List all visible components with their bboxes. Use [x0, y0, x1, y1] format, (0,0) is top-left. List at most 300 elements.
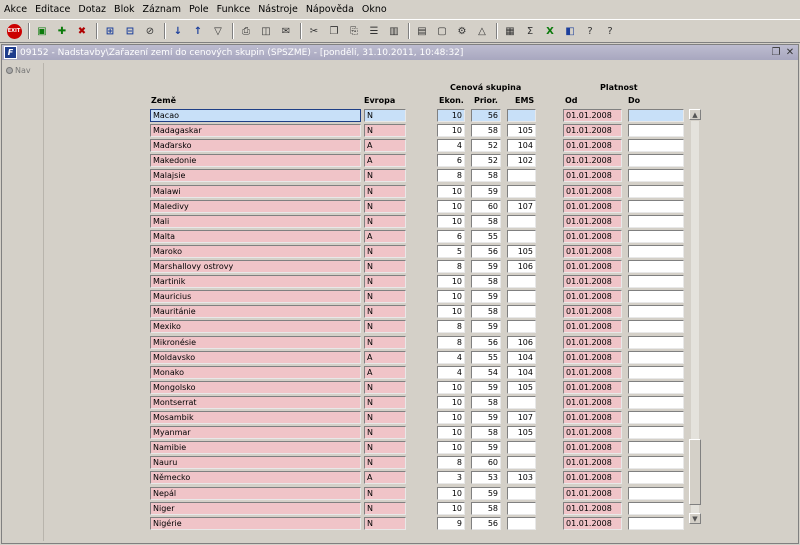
form-window [1, 44, 799, 544]
sort-asc-icon: ↓ [173, 25, 183, 37]
header-od: Od [565, 96, 578, 105]
field-prior[interactable]: 55 [471, 230, 501, 243]
field-do[interactable] [628, 517, 684, 530]
field-zeme[interactable]: Nauru [150, 456, 361, 469]
field-ems[interactable] [507, 456, 536, 469]
field-zeme[interactable]: Montserrat [150, 396, 361, 409]
field-zeme[interactable]: Malajsie [150, 169, 361, 182]
field-ekon[interactable]: 10 [437, 290, 465, 303]
menu-zaznam[interactable]: Záznam [142, 4, 181, 15]
field-od[interactable]: 01.01.2008 [563, 351, 622, 364]
delete-button[interactable] [74, 23, 90, 39]
header-cenova-skupina: Cenová skupina [450, 83, 522, 92]
field-ekon[interactable]: 8 [437, 169, 465, 182]
field-ems[interactable]: 104 [507, 366, 536, 379]
insert-record-icon: ✚ [57, 25, 67, 37]
cut-icon: ✂ [309, 25, 319, 37]
field-ekon[interactable]: 10 [437, 275, 465, 288]
menu-nastroje[interactable]: Nástroje [258, 4, 298, 15]
field-evropa[interactable]: N [364, 396, 406, 409]
field-od[interactable]: 01.01.2008 [563, 290, 622, 303]
field-zeme[interactable]: Nigérie [150, 517, 361, 530]
field-do[interactable] [628, 426, 684, 439]
field-ems[interactable] [507, 517, 536, 530]
field-do[interactable] [628, 245, 684, 258]
field-ems[interactable] [507, 290, 536, 303]
mail-button[interactable] [278, 23, 294, 39]
paste-icon: ⎘ [350, 25, 358, 37]
excel-button[interactable] [542, 23, 558, 39]
field-prior[interactable]: 52 [471, 154, 501, 167]
field-zeme[interactable]: Mexiko [150, 320, 361, 333]
restore-button[interactable] [770, 47, 782, 59]
field-od[interactable]: 01.01.2008 [563, 411, 622, 424]
document-button[interactable] [434, 23, 450, 39]
field-ekon[interactable]: 10 [437, 185, 465, 198]
save-button[interactable] [34, 23, 50, 39]
field-prior[interactable]: 53 [471, 471, 501, 484]
menu-dotaz[interactable]: Dotaz [78, 4, 107, 15]
field-od[interactable]: 01.01.2008 [563, 230, 622, 243]
field-zeme[interactable]: Německo [150, 471, 361, 484]
field-evropa[interactable]: N [364, 336, 406, 349]
field-prior[interactable]: 58 [471, 426, 501, 439]
field-evropa[interactable]: N [364, 260, 406, 273]
copy-icon: ❐ [329, 25, 339, 37]
field-ems[interactable]: 107 [507, 200, 536, 213]
table-row [2, 366, 798, 379]
menu-editace[interactable]: Editace [35, 4, 71, 15]
toolbar-separator [300, 23, 302, 39]
field-prior[interactable]: 58 [471, 396, 501, 409]
execute-query-button[interactable] [122, 23, 138, 39]
field-evropa[interactable]: N [364, 517, 406, 530]
header-ems: EMS [515, 96, 535, 105]
table-row [2, 502, 798, 515]
field-do[interactable] [628, 441, 684, 454]
field-zeme[interactable]: Marshallovy ostrovy [150, 260, 361, 273]
field-ems[interactable]: 105 [507, 124, 536, 137]
field-od[interactable]: 01.01.2008 [563, 320, 622, 333]
field-prior[interactable]: 59 [471, 320, 501, 333]
field-evropa[interactable]: N [364, 124, 406, 137]
field-evropa[interactable]: N [364, 411, 406, 424]
print-button[interactable] [238, 23, 254, 39]
field-do[interactable] [628, 366, 684, 379]
table-row [2, 124, 798, 137]
window-title: 09152 - Nadstavby\Zařazení zemí do cenových skupin (SPSZME) - [pondělí, 31.10.2011, 10:48:32] [20, 47, 464, 58]
table-row [2, 154, 798, 167]
chart-icon: △ [478, 25, 486, 37]
print-icon: ⎙ [242, 25, 250, 37]
field-do[interactable] [628, 290, 684, 303]
field-evropa[interactable]: N [364, 502, 406, 515]
menu-blok[interactable]: Blok [114, 4, 135, 15]
field-od[interactable]: 01.01.2008 [563, 124, 622, 137]
field-ekon[interactable]: 9 [437, 517, 465, 530]
table-row [2, 487, 798, 500]
tools-button[interactable] [454, 23, 470, 39]
field-ekon[interactable]: 10 [437, 426, 465, 439]
field-evropa[interactable]: N [364, 245, 406, 258]
field-prior[interactable]: 54 [471, 366, 501, 379]
field-prior[interactable]: 56 [471, 245, 501, 258]
field-ekon[interactable]: 10 [437, 502, 465, 515]
insert-button[interactable] [54, 23, 70, 39]
field-ekon[interactable]: 8 [437, 260, 465, 273]
field-od[interactable]: 01.01.2008 [563, 185, 622, 198]
window-title-bar [2, 45, 798, 60]
field-prior[interactable]: 59 [471, 381, 501, 394]
field-evropa[interactable]: A [364, 139, 406, 152]
table-row [2, 260, 798, 273]
field-prior[interactable]: 59 [471, 441, 501, 454]
table-row [2, 215, 798, 228]
field-ems[interactable] [507, 396, 536, 409]
field-do[interactable] [628, 109, 684, 122]
toolbar [0, 19, 800, 43]
field-prior[interactable]: 52 [471, 139, 501, 152]
field-evropa[interactable]: N [364, 290, 406, 303]
field-zeme[interactable]: Malta [150, 230, 361, 243]
menu-okno[interactable]: Okno [361, 4, 387, 15]
filter-icon: ▽ [214, 25, 222, 37]
exit-button[interactable] [6, 23, 22, 39]
scroll-up-button[interactable] [689, 109, 701, 120]
field-do[interactable] [628, 139, 684, 152]
field-ems[interactable]: 103 [507, 471, 536, 484]
field-od[interactable]: 01.01.2008 [563, 260, 622, 273]
field-do[interactable] [628, 471, 684, 484]
scroll-thumb[interactable] [689, 439, 701, 505]
table-row [2, 109, 798, 122]
field-od[interactable]: 01.01.2008 [563, 487, 622, 500]
field-od[interactable]: 01.01.2008 [563, 109, 622, 122]
field-ems[interactable]: 104 [507, 139, 536, 152]
field-zeme[interactable]: Nepál [150, 487, 361, 500]
field-ekon[interactable]: 10 [437, 441, 465, 454]
calendar-button[interactable] [502, 23, 518, 39]
field-do[interactable] [628, 351, 684, 364]
field-od[interactable]: 01.01.2008 [563, 456, 622, 469]
nav-button[interactable] [6, 66, 43, 75]
field-evropa[interactable]: N [364, 426, 406, 439]
field-ekon[interactable]: 10 [437, 200, 465, 213]
field-zeme[interactable]: Mongolsko [150, 381, 361, 394]
field-prior[interactable]: 58 [471, 215, 501, 228]
field-evropa[interactable]: A [364, 154, 406, 167]
report-button[interactable] [414, 23, 430, 39]
field-ems[interactable] [507, 185, 536, 198]
field-prior[interactable]: 60 [471, 456, 501, 469]
cut-button[interactable] [306, 23, 322, 39]
field-zeme[interactable]: Moldavsko [150, 351, 361, 364]
field-ekon[interactable]: 6 [437, 230, 465, 243]
field-do[interactable] [628, 381, 684, 394]
menu-napoveda[interactable]: Nápověda [305, 4, 354, 15]
field-ekon[interactable]: 6 [437, 154, 465, 167]
help-search-button[interactable] [582, 23, 598, 39]
field-ems[interactable]: 106 [507, 260, 536, 273]
toolbar-separator [496, 23, 498, 39]
field-ekon[interactable]: 10 [437, 411, 465, 424]
field-evropa[interactable]: N [364, 200, 406, 213]
field-od[interactable]: 01.01.2008 [563, 215, 622, 228]
menu-bar [0, 0, 800, 19]
field-ems[interactable]: 107 [507, 411, 536, 424]
field-prior[interactable]: 60 [471, 200, 501, 213]
help-button[interactable] [602, 23, 618, 39]
toolbar-separator [164, 23, 166, 39]
field-ekon[interactable]: 4 [437, 139, 465, 152]
delete-icon: ✖ [77, 25, 87, 37]
scroll-down-button[interactable] [689, 513, 701, 524]
sort-desc-icon: ↑ [193, 25, 203, 37]
field-prior[interactable]: 59 [471, 185, 501, 198]
exit-icon: EXIT [7, 24, 22, 39]
vertical-scrollbar[interactable] [689, 109, 701, 524]
field-do[interactable] [628, 396, 684, 409]
columns-button[interactable] [386, 23, 402, 39]
field-do[interactable] [628, 124, 684, 137]
table-row [2, 245, 798, 258]
sort-asc-button[interactable] [170, 23, 186, 39]
chart-button[interactable] [474, 23, 490, 39]
field-do[interactable] [628, 456, 684, 469]
field-od[interactable]: 01.01.2008 [563, 381, 622, 394]
field-zeme[interactable]: Maroko [150, 245, 361, 258]
field-ekon[interactable]: 10 [437, 487, 465, 500]
field-evropa[interactable]: N [364, 109, 406, 122]
table-row [2, 305, 798, 318]
excel-icon: X [546, 25, 554, 37]
field-ems[interactable] [507, 275, 536, 288]
field-zeme[interactable]: Martinik [150, 275, 361, 288]
field-ekon[interactable]: 10 [437, 109, 465, 122]
field-ekon[interactable]: 8 [437, 320, 465, 333]
field-ems[interactable] [507, 305, 536, 318]
list-button[interactable] [366, 23, 382, 39]
copy-button[interactable] [326, 23, 342, 39]
field-ems[interactable] [507, 487, 536, 500]
field-od[interactable]: 01.01.2008 [563, 336, 622, 349]
menu-funkce[interactable]: Funkce [216, 4, 251, 15]
field-evropa[interactable]: N [364, 381, 406, 394]
mail-icon: ✉ [281, 25, 291, 37]
field-evropa[interactable]: N [364, 169, 406, 182]
field-od[interactable]: 01.01.2008 [563, 245, 622, 258]
sort-desc-button[interactable] [190, 23, 206, 39]
field-ems[interactable]: 102 [507, 154, 536, 167]
field-prior[interactable]: 58 [471, 502, 501, 515]
field-do[interactable] [628, 215, 684, 228]
toolbar-separator [232, 23, 234, 39]
field-evropa[interactable]: N [364, 487, 406, 500]
field-zeme[interactable]: Maďarsko [150, 139, 361, 152]
field-do[interactable] [628, 411, 684, 424]
field-prior[interactable]: 59 [471, 411, 501, 424]
field-ems[interactable]: 105 [507, 381, 536, 394]
field-do[interactable] [628, 260, 684, 273]
report-icon: ▤ [417, 25, 427, 37]
menu-akce[interactable]: Akce [4, 4, 28, 15]
field-od[interactable]: 01.01.2008 [563, 200, 622, 213]
field-evropa[interactable]: N [364, 305, 406, 318]
field-do[interactable] [628, 487, 684, 500]
table-row [2, 456, 798, 469]
header-ekon: Ekon. [439, 96, 464, 105]
field-od[interactable]: 01.01.2008 [563, 426, 622, 439]
field-ems[interactable] [507, 169, 536, 182]
sum-button[interactable] [522, 23, 538, 39]
export-icon: ◧ [565, 25, 575, 37]
header-do: Do [628, 96, 641, 105]
field-do[interactable] [628, 320, 684, 333]
field-evropa[interactable]: N [364, 441, 406, 454]
field-od[interactable]: 01.01.2008 [563, 502, 622, 515]
field-ekon[interactable]: 4 [437, 366, 465, 379]
field-prior[interactable]: 56 [471, 109, 501, 122]
field-od[interactable]: 01.01.2008 [563, 154, 622, 167]
field-ekon[interactable]: 10 [437, 124, 465, 137]
field-ems[interactable] [507, 109, 536, 122]
table-row [2, 381, 798, 394]
field-ekon[interactable]: 8 [437, 456, 465, 469]
query-button[interactable] [102, 23, 118, 39]
field-ems[interactable] [507, 320, 536, 333]
field-ekon[interactable]: 10 [437, 305, 465, 318]
field-zeme[interactable]: Namibie [150, 441, 361, 454]
field-zeme[interactable]: Niger [150, 502, 361, 515]
field-zeme[interactable]: Monako [150, 366, 361, 379]
table-row [2, 441, 798, 454]
field-prior[interactable]: 58 [471, 275, 501, 288]
field-do[interactable] [628, 502, 684, 515]
field-evropa[interactable]: N [364, 456, 406, 469]
field-ekon[interactable]: 3 [437, 471, 465, 484]
field-do[interactable] [628, 305, 684, 318]
field-do[interactable] [628, 169, 684, 182]
field-prior[interactable]: 59 [471, 487, 501, 500]
field-do[interactable] [628, 230, 684, 243]
field-ekon[interactable]: 10 [437, 396, 465, 409]
field-ems[interactable] [507, 230, 536, 243]
clear-button[interactable] [142, 23, 158, 39]
field-do[interactable] [628, 154, 684, 167]
field-ekon[interactable]: 10 [437, 215, 465, 228]
field-zeme[interactable]: Malawi [150, 185, 361, 198]
field-ekon[interactable]: 8 [437, 336, 465, 349]
field-prior[interactable]: 58 [471, 124, 501, 137]
field-do[interactable] [628, 185, 684, 198]
field-zeme[interactable]: Madagaskar [150, 124, 361, 137]
field-ekon[interactable]: 10 [437, 381, 465, 394]
field-evropa[interactable]: A [364, 351, 406, 364]
help-search-icon: ? [587, 25, 593, 37]
field-zeme[interactable]: Myanmar [150, 426, 361, 439]
toolbar-separator [28, 23, 30, 39]
field-zeme[interactable]: Mikronésie [150, 336, 361, 349]
export-button[interactable] [562, 23, 578, 39]
field-ems[interactable] [507, 502, 536, 515]
table-row [2, 169, 798, 182]
field-zeme[interactable]: Mali [150, 215, 361, 228]
field-od[interactable]: 01.01.2008 [563, 441, 622, 454]
field-evropa[interactable]: N [364, 320, 406, 333]
execute-query-icon: ⊟ [125, 25, 135, 37]
table-row [2, 230, 798, 243]
field-zeme[interactable]: Mauricius [150, 290, 361, 303]
field-prior[interactable]: 58 [471, 169, 501, 182]
field-do[interactable] [628, 200, 684, 213]
print-preview-button[interactable] [258, 23, 274, 39]
field-od[interactable]: 01.01.2008 [563, 396, 622, 409]
save-icon: ▣ [37, 25, 47, 37]
field-ems[interactable] [507, 441, 536, 454]
table-row [2, 336, 798, 349]
table-row [2, 185, 798, 198]
field-od[interactable]: 01.01.2008 [563, 275, 622, 288]
field-prior[interactable]: 59 [471, 290, 501, 303]
field-prior[interactable]: 59 [471, 260, 501, 273]
menu-pole[interactable]: Pole [188, 4, 209, 15]
field-do[interactable] [628, 336, 684, 349]
sum-icon: Σ [526, 25, 534, 37]
field-prior[interactable]: 56 [471, 517, 501, 530]
field-evropa[interactable]: A [364, 230, 406, 243]
close-icon: ✕ [785, 47, 795, 58]
close-button[interactable] [784, 47, 796, 59]
field-do[interactable] [628, 275, 684, 288]
field-ems[interactable]: 105 [507, 245, 536, 258]
field-ems[interactable]: 106 [507, 336, 536, 349]
nav-label: Nav [15, 66, 31, 75]
field-od[interactable]: 01.01.2008 [563, 139, 622, 152]
nav-radio-icon [6, 67, 13, 74]
field-ekon[interactable]: 4 [437, 351, 465, 364]
field-zeme[interactable]: Macao [150, 109, 361, 122]
field-prior[interactable]: 56 [471, 336, 501, 349]
field-evropa[interactable]: N [364, 275, 406, 288]
arrow-up-icon: ▲ [692, 110, 698, 119]
field-od[interactable]: 01.01.2008 [563, 305, 622, 318]
table-row [2, 351, 798, 364]
field-evropa[interactable]: A [364, 366, 406, 379]
field-ems[interactable]: 104 [507, 351, 536, 364]
paste-button[interactable] [346, 23, 362, 39]
field-prior[interactable]: 55 [471, 351, 501, 364]
help-icon: ? [607, 25, 613, 37]
field-ems[interactable] [507, 215, 536, 228]
field-zeme[interactable]: Mosambik [150, 411, 361, 424]
field-prior[interactable]: 58 [471, 305, 501, 318]
field-evropa[interactable]: N [364, 215, 406, 228]
field-od[interactable]: 01.01.2008 [563, 517, 622, 530]
field-od[interactable]: 01.01.2008 [563, 366, 622, 379]
field-evropa[interactable]: N [364, 185, 406, 198]
field-zeme[interactable]: Mauritánie [150, 305, 361, 318]
field-ems[interactable]: 105 [507, 426, 536, 439]
field-evropa[interactable]: A [364, 471, 406, 484]
field-od[interactable]: 01.01.2008 [563, 471, 622, 484]
filter-button[interactable] [210, 23, 226, 39]
field-zeme[interactable]: Makedonie [150, 154, 361, 167]
toolbar-separator [96, 23, 98, 39]
arrow-down-icon: ▼ [692, 514, 698, 523]
field-ekon[interactable]: 5 [437, 245, 465, 258]
field-zeme[interactable]: Maledivy [150, 200, 361, 213]
field-od[interactable]: 01.01.2008 [563, 169, 622, 182]
